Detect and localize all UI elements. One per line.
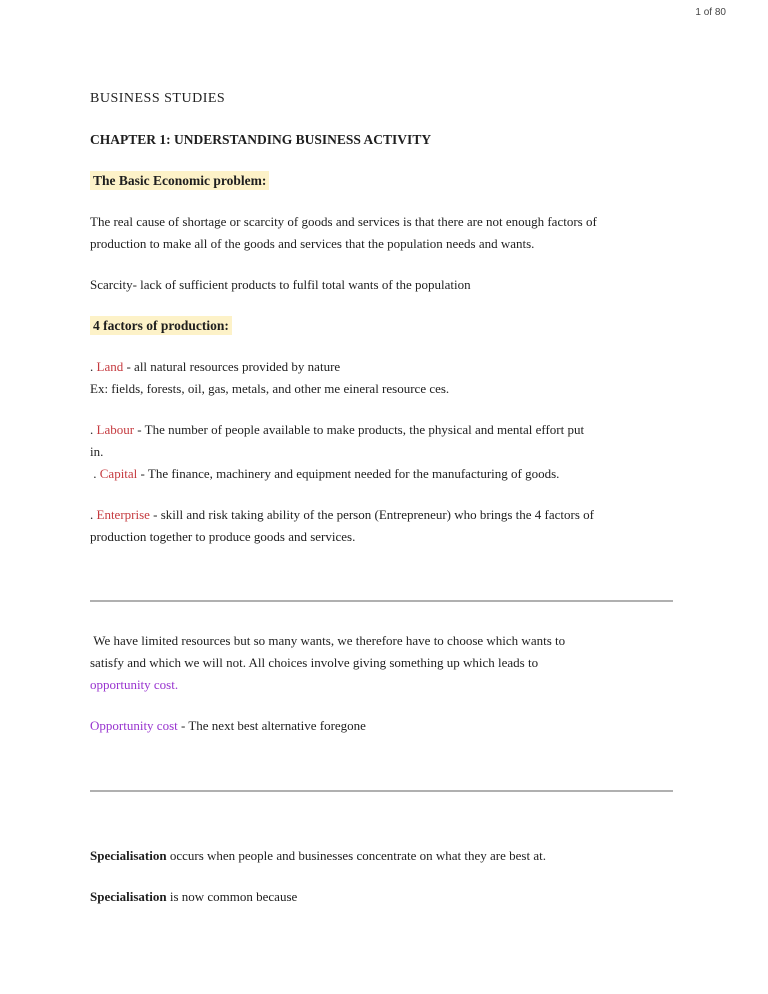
paragraph [90, 504, 686, 548]
key-term-red: Capital [99, 466, 138, 481]
text-run: in. [90, 444, 104, 459]
text-run: Ex: fields, forests, oil, gas, metals, and other me eineral resource ces. [90, 381, 450, 396]
chapter-heading: CHAPTER 1: UNDERSTANDING BUSINESS ACTIVITY [90, 132, 432, 147]
document-title: BUSINESS STUDIES [90, 91, 226, 106]
text-run: - The finance, machinery and equipment needed for the manufacturing of goods. [137, 466, 560, 481]
paragraph [90, 715, 686, 737]
highlighted-heading [90, 170, 686, 192]
document-body [90, 88, 686, 927]
highlight-text: The Basic Economic problem: [90, 171, 269, 190]
text-run: - The number of people available to make products, the physical and mental effort put [134, 422, 585, 437]
text-run: . [90, 422, 97, 437]
key-term-bold: Specialisation [90, 889, 167, 904]
key-term-purple: Opportunity cost [90, 718, 178, 733]
text-run: occurs when people and businesses concentrate on what they are best at. [166, 848, 546, 863]
paragraph [90, 845, 686, 867]
text-run: is now common because [166, 889, 298, 904]
paragraph [90, 211, 686, 255]
text-run: - The next best alternative foregone [177, 718, 366, 733]
key-term-bold: Specialisation [90, 848, 167, 863]
section-divider [90, 600, 673, 602]
key-term-red: Enterprise [96, 507, 150, 522]
paragraph [90, 419, 686, 485]
text-run: - skill and risk taking ability of the person (Entrepreneur) who brings the 4 factors of [149, 507, 594, 522]
key-term-red: Land [96, 359, 124, 374]
text-run: The real cause of shortage or scarcity of goods and services is that there are not enough factors of [90, 214, 597, 229]
key-term-purple: opportunity cost. [90, 677, 179, 692]
text-run: We have limited resources but so many wants, we therefore have to choose which wants to [90, 633, 566, 648]
text-run: production to make all of the goods and services that the population needs and wants. [90, 236, 535, 251]
section-divider [90, 790, 673, 792]
page-number-indicator: 1 of 80 [695, 7, 726, 18]
highlighted-heading [90, 315, 686, 337]
text-run: - all natural resources provided by nature [123, 359, 341, 374]
key-term-red: Labour [96, 422, 135, 437]
text-run: . [90, 359, 97, 374]
text-run: . [90, 466, 100, 481]
highlight-text: 4 factors of production: [90, 316, 232, 335]
paragraph [90, 274, 686, 296]
paragraph [90, 630, 686, 696]
text-run: production together to produce goods and services. [90, 529, 356, 544]
text-run: . [90, 507, 97, 522]
paragraph [90, 886, 686, 908]
text-run: Scarcity- lack of sufficient products to fulfil total wants of the population [90, 277, 471, 292]
paragraph [90, 356, 686, 400]
text-run: satisfy and which we will not. All choices involve giving something up which leads to [90, 655, 539, 670]
